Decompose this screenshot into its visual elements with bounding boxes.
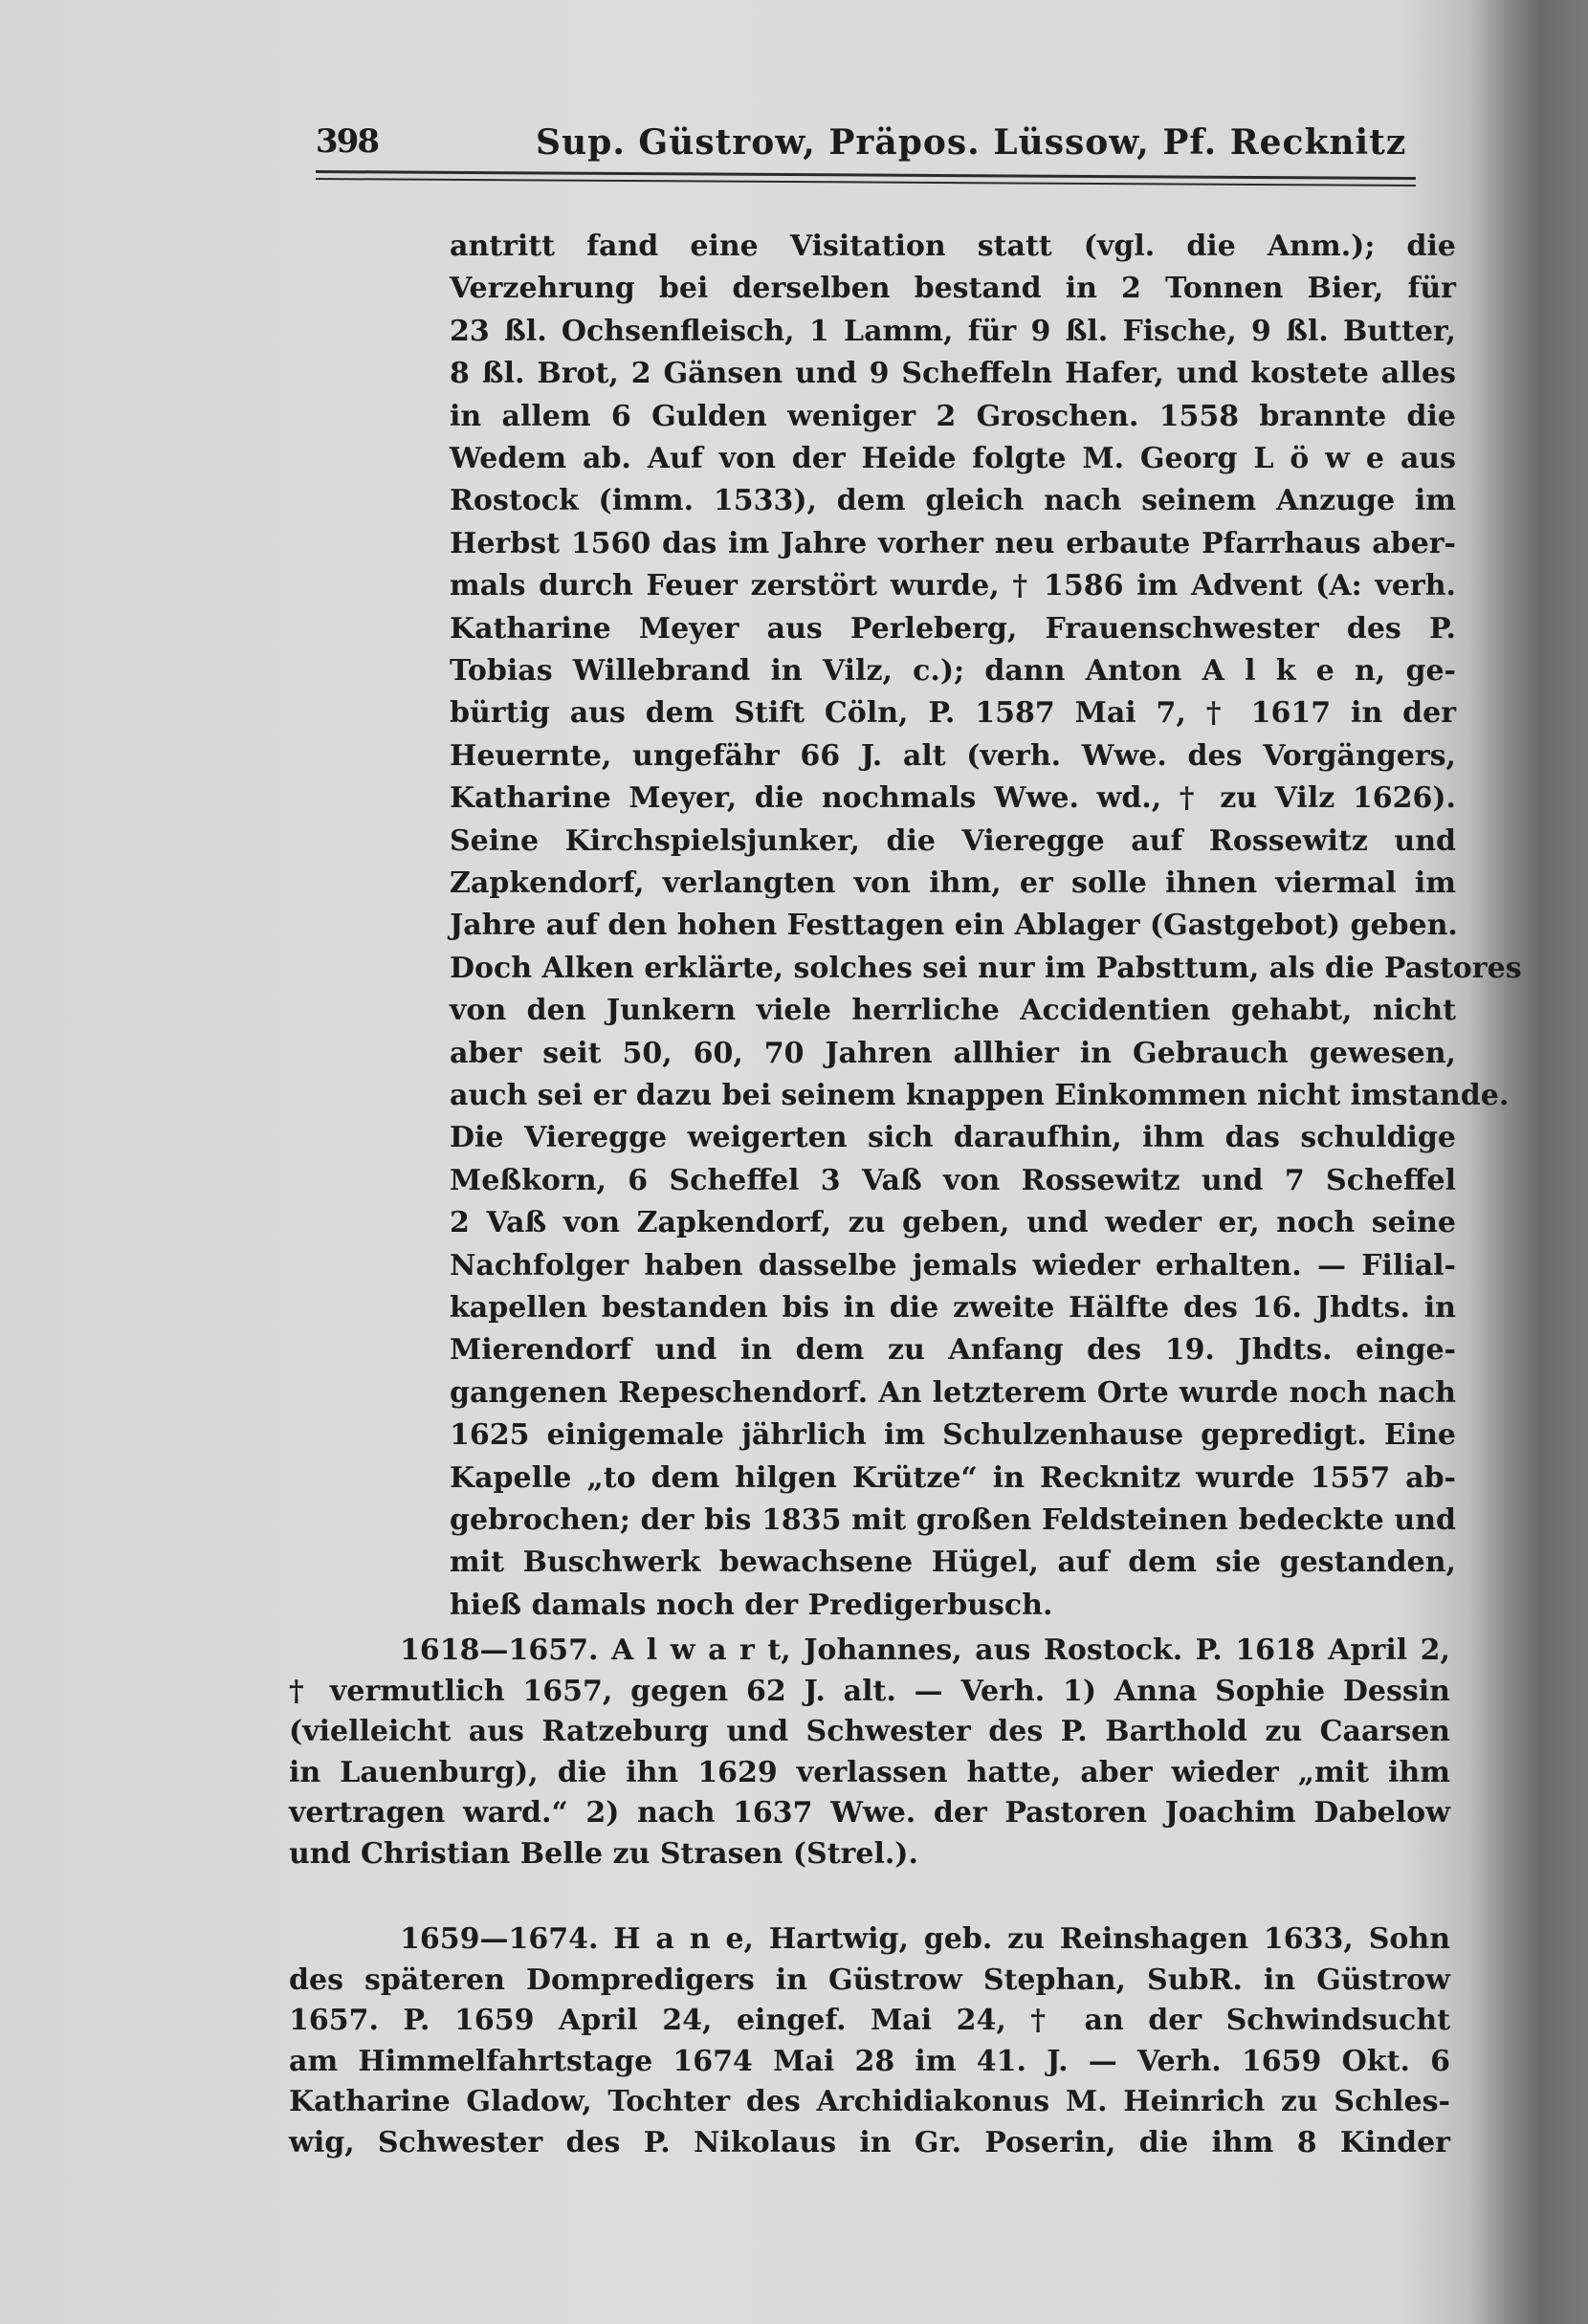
page-number: 398	[316, 122, 378, 161]
text-line: am Himmelfahrtstage 1674 Mai 28 im 41. J. — Verh. 1659 Okt. 6	[289, 2044, 1450, 2078]
text-line: vertragen ward.“ 2) nach 1637 Wwe. der Pastoren Joachim Dabelow	[289, 1796, 1450, 1831]
text-line: Mierendorf und in dem zu Anfang des 19. Jhdts. einge-	[450, 1333, 1456, 1368]
text-line: † vermutlich 1657, gegen 62 J. alt. — Verh. 1) Anna Sophie Dessin	[289, 1674, 1450, 1708]
text-line: 1657. P. 1659 April 24, eingef. Mai 24, † an der Schwindsucht	[289, 2004, 1450, 2038]
text-line: Herbst 1560 das im Jahre vorher neu erbaute Pfarrhaus aber-	[450, 526, 1456, 560]
text-line: kapellen bestanden bis in die zweite Hälfte des 16. Jhdts. in	[450, 1291, 1456, 1325]
text-line: Meßkorn, 6 Scheffel 3 Vaß von Rossewitz und 7 Scheffel	[450, 1163, 1456, 1197]
text-line: in Lauenburg), die ihn 1629 verlassen hatte, aber wieder „mit ihm	[289, 1755, 1450, 1789]
text-line: wig, Schwester des P. Nikolaus in Gr. Poserin, die ihm 8 Kinder	[289, 2126, 1450, 2160]
text-line: Doch Alken erklärte, solches sei nur im Pabsttum, als die Pastores	[450, 951, 1522, 985]
text-line: mals durch Feuer zerstört wurde, † 1586 im Advent (A: verh.	[450, 569, 1456, 603]
text-line: Rostock (imm. 1533), dem gleich nach seinem Anzuge im	[450, 484, 1456, 518]
text-line: (vielleicht aus Ratzeburg und Schwester des P. Barthold zu Caarsen	[289, 1715, 1450, 1749]
text-line: Katharine Meyer, die nochmals Wwe. wd., † zu Vilz 1626).	[450, 781, 1456, 816]
text-line: 1659—1674. H a n e, Hartwig, geb. zu Reinshagen 1633, Sohn	[400, 1922, 1450, 1956]
text-line: gebrochen; der bis 1835 mit großen Feldsteinen bedeckte und	[450, 1503, 1456, 1537]
text-line: Heuernte, ungefähr 66 J. alt (verh. Wwe. des Vorgängers,	[450, 738, 1456, 773]
text-line: in allem 6 Gulden weniger 2 Groschen. 1558 brannte die	[450, 399, 1456, 433]
text-line: Kapelle „to dem hilgen Krütze“ in Recknitz wurde 1557 ab-	[450, 1460, 1456, 1495]
header-rule-thin	[316, 178, 1416, 186]
text-line: bürtig aus dem Stift Cöln, P. 1587 Mai 7, † 1617 in der	[450, 696, 1456, 731]
text-line: 1625 einigemale jährlich im Schulzenhause gepredigt. Eine	[450, 1418, 1456, 1453]
text-line: Katharine Meyer aus Perleberg, Frauenschwester des P.	[450, 611, 1456, 646]
text-line: Die Vieregge weigerten sich daraufhin, ihm das schuldige	[450, 1121, 1456, 1155]
running-title: Sup. Güstrow, Präpos. Lüssow, Pf. Recknitz	[536, 122, 1407, 163]
text-line: des späteren Dompredigers in Güstrow Stephan, SubR. in Güstrow	[289, 1962, 1450, 1997]
text-line: Verzehrung bei derselben bestand in 2 Tonnen Bier, für	[450, 272, 1456, 306]
text-line: Wedem ab. Auf von der Heide folgte M. Georg L ö w e aus	[450, 442, 1456, 475]
text-line: mit Buschwerk bewachsene Hügel, auf dem sie gestanden,	[450, 1546, 1456, 1580]
text-line: von den Junkern viele herrliche Accidentien gehabt, nicht	[450, 994, 1456, 1028]
text-line: Jahre auf den hohen Festtagen ein Ablager (Gastgebot) geben.	[450, 909, 1458, 943]
text-line: 8 ßl. Brot, 2 Gänsen und 9 Scheffeln Hafer, und kostete alles	[450, 357, 1456, 391]
text-line: aber seit 50, 60, 70 Jahren allhier in Gebrauch gewesen,	[450, 1036, 1456, 1070]
text-line: 2 Vaß von Zapkendorf, zu geben, und weder er, noch seine	[450, 1206, 1456, 1240]
text-line: Katharine Gladow, Tochter des Archidiakonus M. Heinrich zu Schles-	[289, 2085, 1450, 2119]
text-line: und Christian Belle zu Strasen (Strel.).	[289, 1837, 918, 1871]
text-line: Seine Kirchspielsjunker, die Vieregge auf Rossewitz und	[450, 823, 1456, 858]
text-line: auch sei er dazu bei seinem knappen Einkommen nicht imstande.	[450, 1079, 1510, 1112]
text-line: Tobias Willebrand in Vilz, c.); dann Anton A l k e n, ge-	[450, 654, 1456, 688]
text-line: 23 ßl. Ochsenfleisch, 1 Lamm, für 9 ßl. Fische, 9 ßl. Butter,	[450, 314, 1456, 348]
text-line: gangenen Repeschendorf. An letzterem Orte wurde noch nach	[450, 1375, 1456, 1410]
text-line: antritt fand eine Visitation statt (vgl. die Anm.); die	[450, 230, 1456, 263]
text-line: Nachfolger haben dasselbe jemals wieder erhalten. — Filial-	[450, 1248, 1456, 1283]
text-line: Zapkendorf, verlangten von ihm, er solle ihnen viermal im	[450, 866, 1456, 900]
text-line: hieß damals noch der Predigerbusch.	[450, 1588, 1053, 1622]
text-line: 1618—1657. A l w a r t, Johannes, aus Rostock. P. 1618 April 2,	[400, 1633, 1450, 1667]
